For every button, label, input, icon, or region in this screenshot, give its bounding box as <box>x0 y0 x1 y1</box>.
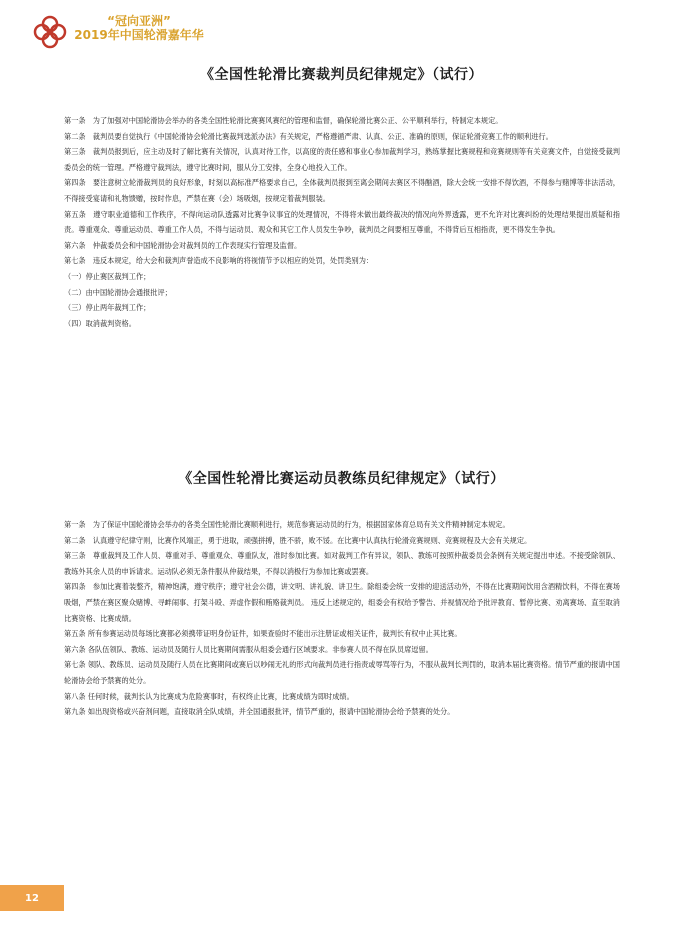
penalty-item: （四）取消裁判资格。 <box>64 318 136 328</box>
penalty-item: （三）停止两年裁判工作； <box>64 303 151 313</box>
article-paragraph: 第七条 领队、教练员、运动员及随行人员在比赛期间或赛后以吵闹无礼的形式向裁判员进行指责或辱骂等行为，不服从裁判长判罚的，取消本届比赛资格。情节严重的报请中国轮滑协会给予禁赛的处分。 <box>64 660 620 685</box>
article-paragraph: 第八条 任何时候，裁判长认为比赛成为危险赛事时，有权终止比赛，比赛成绩为即时成绩。 <box>64 691 354 701</box>
article-paragraph: 第二条 认真遵守纪律守则，比赛作风端正，勇于进取，顽强拼搏，胜不骄，败不馁。在比赛中认真执行轮滑竞赛规则、竞赛规程及大会有关规定。 <box>64 535 532 545</box>
article-paragraph: 第七条 违反本规定，给大会和裁判声誉造成不良影响的将视情节予以相应的处罚，处罚类别为： <box>64 256 374 266</box>
article-paragraph: 第一条 为了加强对中国轮滑协会举办的各类全国性轮滑比赛赛风赛纪的管理和监督，确保轮滑比赛公正、公平顺利举行，特制定本规定。 <box>64 116 503 125</box>
article-paragraph: 第六条 各队伍领队、教练、运动员及随行人员比赛期间需服从组委会通行区域要求。非参赛人员不得在队员席逗留。 <box>64 644 433 654</box>
article-paragraph: 第一条 为了保证中国轮滑协会举办的各类全国性轮滑比赛顺利进行，规范参赛运动员的行为，根据国家体育总局有关文件精神制定本规定。 <box>64 520 510 529</box>
penalty-item: （二）由中国轮滑协会通报批评； <box>64 287 172 297</box>
article-paragraph: 第五条 所有参赛运动员每场比赛都必须携带证明身份证件，如果查验时不能出示注册证或相关证件，裁判长有权中止其比赛。 <box>64 629 462 639</box>
event-slogan: “冠向亚洲” <box>107 14 171 28</box>
article-paragraph: 第三条 裁判员报到后，应主动及时了解比赛有关情况，认真对待工作，以高度的责任感和事业心参加裁判学习，熟练掌握比赛规程和竞赛规则等有关竞赛文件，自觉接受裁判委员会的统一管理。严格遵守裁判法，遵守比赛时间，服从分工安排，全身心地投入工作。 <box>64 147 620 172</box>
event-header <box>64 14 214 42</box>
section1-title: 《全国性轮滑比赛裁判员纪律规定》（试行） <box>200 67 483 83</box>
article-paragraph: 第九条 如出现资格或兴奋剂问题，直接取消全队成绩，并全国通报批评，情节严重的，报请中国轮滑协会给予禁赛的处分。 <box>64 707 455 717</box>
section2-articles <box>64 517 620 720</box>
article-paragraph: 第二条 裁判员要自觉执行《中国轮滑协会轮滑比赛裁判选派办法》有关规定，严格遵循严肃、认真、公正、准确的原则，保证轮滑竞赛工作的顺利进行。 <box>64 131 553 141</box>
article-paragraph: 第四条 参加比赛着装整齐，精神饱满，遵守秩序；遵守社会公德，讲文明、讲礼貌、讲卫生。除组委会统一安排的迎送活动外，不得在比赛期间饮用含酒精饮料，不得在赛场吸烟，严禁在赛区聚众赌博、寻衅闹事、打架斗殴、弄虚作假和贿赂裁判员。 违反上述规定的，组委会有权给予警告、并视情况给予批评教育、暂停比赛、劝离赛场、直至取消比赛资格、比赛成绩。 <box>64 582 620 623</box>
event-name: 2019年中国轮滑嘉年华 <box>74 28 204 42</box>
page-number: 12 <box>0 885 64 911</box>
article-paragraph: 第六条 仲裁委员会和中国轮滑协会对裁判员的工作表现实行管理及监督。 <box>64 240 302 250</box>
section2-title: 《全国性轮滑比赛运动员教练员纪律规定》（试行） <box>178 471 505 487</box>
penalty-item: （一）停止赛区裁判工作； <box>64 271 151 281</box>
section1-articles <box>64 113 620 331</box>
article-paragraph: 第四条 要注意树立轮滑裁判员的良好形象，时刻以高标准严格要求自己，全体裁判员报到至离会期间去赛区不得酗酒，除大会统一安排不得饮酒，不得参与赌博等非法活动，不得接受宴请和礼物馈赠，按时作息，严禁在赛（会）场吸烟，按规定着裁判服装。 <box>64 178 620 203</box>
article-paragraph: 第三条 尊重裁判及工作人员、尊重对手、尊重观众、尊重队友，准时参加比赛。如对裁判工作有异议，领队、教练可按照仲裁委员会条例有关规定提出申述。不接受除领队、教练外其余人员的申诉请求。运动队必须无条件服从仲裁结果，不得以消极行为参加比赛或罢赛。 <box>64 551 620 576</box>
article-paragraph: 第五条 遵守职业道德和工作秩序，不得向运动队透露对比赛争议事宜的处理情况，不得将未做出最终裁决的情况向外界透露，更不允许对比赛纠纷的处理结果提出质疑和指责。尊重观众、尊重运动员、尊重工作人员，不得与运动员、观众和其它工作人员发生争吵，裁判员之间要相互尊重，不得背后互相指责，更不得发生争执。 <box>64 209 620 235</box>
